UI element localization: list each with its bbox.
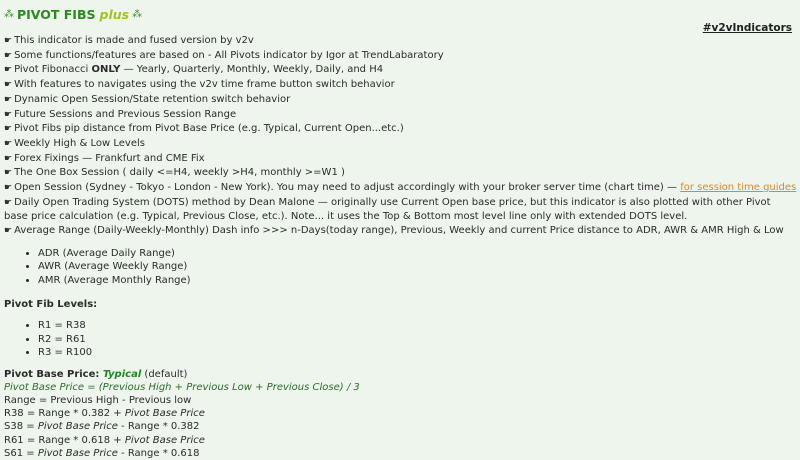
list-item: ☛ The One Box Session ( daily <=H4, weekly >H4, monthly >=W1 ): [4, 167, 345, 179]
list-item: ☛ Some functions/features are based on - All Pivots indicator by Igor at TrendLabaratory: [4, 49, 444, 61]
pointing-hand-icon: ☛: [4, 124, 13, 135]
pointing-hand-icon: ☛: [4, 36, 13, 46]
pointing-hand-icon: ☛: [4, 109, 13, 120]
list-item: ☛ This indicator is made and fused version by v2v: [4, 35, 254, 46]
list-item: ☛ With features to navigates using the v2v time frame button switch behavior: [4, 79, 395, 91]
list-item: ☛ Average Range (Daily-Weekly-Monthly) Dash info >>> n-Days(today range), Previous, Weekly and current Price distance to ADR, AWR & AMR High & Low: [4, 225, 784, 237]
list-item: • ADR (Average Daily Range): [38, 247, 792, 261]
formula-line: Pivot Base Price = (Previous High + Previous Low + Previous Close) / 3: [4, 381, 360, 393]
sparkle-icon: ⁂: [4, 8, 14, 20]
list-item: • R3 = R100: [38, 346, 792, 360]
pointing-hand-icon: ☛: [4, 50, 13, 61]
typical-label: Typical: [102, 368, 142, 380]
sparkle-icon: ⁂: [132, 8, 143, 20]
pointing-hand-icon: ☛: [4, 183, 13, 194]
r38-line: R38 = Range * 0.382 + Pivot Base Price: [4, 408, 205, 420]
header: [4, 6, 792, 22]
hashtag-link[interactable]: #v2vIndicators: [702, 22, 792, 34]
pointing-hand-icon: ☛: [4, 80, 13, 91]
page-title: PIVOT FIBS: [17, 6, 96, 22]
feature-list: [4, 34, 797, 239]
list-item: • AWR (Average Weekly Range): [38, 260, 792, 274]
session-guides-link[interactable]: for session time guides: [680, 182, 797, 194]
r61-line: R61 = Range * 0.618 + Pivot Base Price: [4, 434, 205, 446]
list-item: • AMR (Average Monthly Range): [38, 274, 792, 288]
s61-line: S61 = Pivot Base Price - Range * 0.618: [4, 447, 200, 459]
list-item: • R1 = R38: [38, 319, 792, 333]
list-item: • R2 = R61: [38, 333, 792, 347]
pointing-hand-icon: ☛: [4, 153, 13, 164]
range-list: [4, 247, 792, 288]
list-item: ☛ Dynamic Open Session/State retention switch behavior: [4, 93, 291, 105]
base-price-heading: Pivot Base Price: Typical (default): [4, 368, 188, 380]
fib-levels-heading: Pivot Fib Levels:: [4, 299, 98, 311]
list-item: ☛ Forex Fixings — Frankfurt and CME Fix: [4, 152, 205, 164]
pointing-hand-icon: ☛: [4, 168, 13, 179]
s38-line: S38 = Pivot Base Price - Range * 0.382: [4, 421, 200, 433]
list-item: ☛ Future Sessions and Previous Session Range: [4, 108, 237, 120]
pointing-hand-icon: ☛: [4, 94, 13, 105]
list-item: ☛ Open Session (Sydney - Tokyo - London - New York). You may need to adjust accordingly with your broker server time (chart time) — for session time guides: [4, 182, 797, 194]
range-line: Range = Previous High - Previous low: [4, 395, 192, 407]
list-item: ☛ Daily Open Trading System (DOTS) method by Dean Malone — originally use Current Open base price, but this indicator is also plotted with other Pivot base price calculation (e.g. Typical, Previous Close, etc.). Note... it uses the Top & Bottom most level line only with extended DOTS level.: [4, 196, 771, 223]
pointing-hand-icon: ☛: [4, 65, 13, 76]
title-plus: plus: [99, 6, 130, 22]
list-item: ☛ Weekly High & Low Levels: [4, 137, 145, 149]
list-item: ☛ Pivot Fibs pip distance from Pivot Base Price (e.g. Typical, Current Open...etc.): [4, 123, 404, 135]
pointing-hand-icon: ☛: [4, 197, 13, 208]
pointing-hand-icon: ☛: [4, 226, 13, 237]
list-item: ☛ Pivot Fibonacci ONLY — Yearly, Quarterly, Monthly, Weekly, Daily, and H4: [4, 64, 384, 76]
pointing-hand-icon: ☛: [4, 138, 13, 149]
fib-levels-list: [4, 319, 792, 360]
